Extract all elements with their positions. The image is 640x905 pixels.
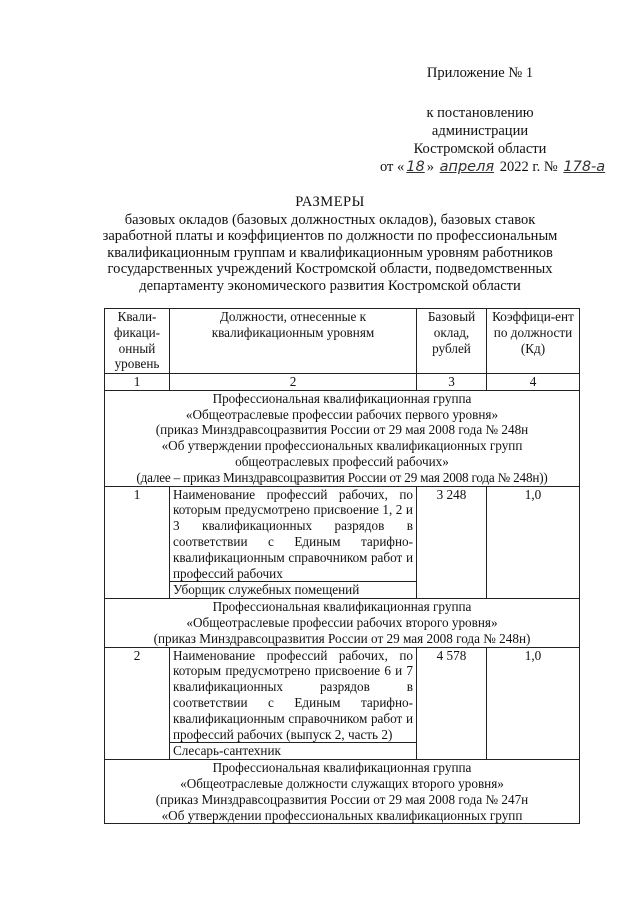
document-title (80, 194, 580, 294)
group-header-line: (приказ Минздравсоцразвития России от 29 мая 2008 года № 248н (155, 422, 529, 438)
group-header-line: Профессиональная квалификационная группа (212, 760, 472, 776)
subtitle-line: квалификационным группам и квалификационным уровням работников (107, 244, 553, 261)
coefficient-cell: 1,0 (487, 647, 580, 760)
group-header-line: (далее – приказ Минздравсоцразвития России от 29 мая 2008 года № 248н)) (136, 469, 548, 485)
region-name: Костромской области (413, 141, 547, 157)
description-cell: Наименование профессий рабочих, по которым предусмотрено присвоение 6 и 7 квалификационных разрядов в соответствии с Единым тарифно-квалификационным справочником работ и профессий рабочих (выпуск 2, часть 2) (170, 647, 417, 743)
appendix-title: Приложение № 1 (426, 65, 534, 81)
header-level: Квали-фикаци-онный уровень (105, 309, 170, 374)
position-cell: Уборщик служебных помещений (170, 582, 417, 599)
handwritten-number: 178-а (563, 159, 606, 175)
group-header-line: «Об утверждении профессиональных квалификационных групп (161, 438, 523, 454)
group-header (105, 599, 580, 647)
subtitle-line: базовых окладов (базовых должностных окладов), базовых ставок (124, 211, 536, 228)
column-number: 3 (417, 374, 487, 391)
group-header-row (105, 760, 580, 824)
header-salary: Базовый оклад, рублей (417, 309, 487, 374)
handwritten-day: 18 (406, 159, 425, 175)
resolution-reference: к постановлению администрации (426, 105, 534, 139)
subtitle-line: заработной платы и коэффициентов по должности по профессиональным (102, 228, 558, 244)
group-header-line: «Общеотраслевые должности служащих второго уровня» (180, 775, 504, 791)
level-cell: 2 (105, 647, 170, 760)
group-header-line: Профессиональная квалификационная группа (212, 599, 472, 615)
description-cell: Наименование профессий рабочих, по которым предусмотрено присвоение 1, 2 и 3 квалификационных разрядов в соответствии с Единым тарифно-квалификационным справочником работ и профессий рабочих (170, 486, 417, 582)
column-number: 4 (487, 374, 580, 391)
date-prefix: от « (380, 159, 405, 175)
group-header-line: «Общеотраслевые профессии рабочих второго уровня» (186, 614, 498, 630)
position-cell: Слесарь-сантехник (170, 743, 417, 760)
group-header-line: (приказ Минздравсоцразвития России от 29 мая 2008 года № 248н) (153, 630, 531, 646)
coefficient-cell: 1,0 (487, 486, 580, 599)
appendix-header (380, 64, 606, 176)
group-header (105, 760, 580, 824)
resolution-date-number (380, 158, 606, 176)
salary-cell: 3 248 (417, 486, 487, 599)
group-header-line: (приказ Минздравсоцразвития России от 29 мая 2008 года № 247н (155, 791, 529, 807)
group-header-row (105, 390, 580, 486)
column-number-row (105, 374, 580, 391)
subtitle-line: департаменту экономического развития Костромской области (139, 277, 521, 294)
column-number: 2 (170, 374, 417, 391)
header-coefficient: Коэффици-ент по должности (Кд) (487, 309, 580, 374)
column-number: 1 (105, 374, 170, 391)
document-heading: РАЗМЕРЫ (295, 194, 365, 210)
group-header-line: общеотраслевых профессий рабочих» (235, 453, 449, 469)
level-cell: 1 (105, 486, 170, 599)
header-positions: Должности, отнесенные к квалификационным уровням (170, 309, 417, 374)
group-header-line: «Об утверждении профессиональных квалификационных групп (161, 807, 523, 823)
date-quote-close: » (426, 159, 434, 175)
handwritten-month: апреля (439, 159, 495, 175)
table-row (105, 486, 580, 582)
group-header-line: «Общеотраслевые профессии рабочих первого уровня» (185, 406, 499, 422)
group-header (105, 390, 580, 486)
group-header-line: Профессиональная квалификационная группа (212, 390, 472, 406)
salary-table (104, 308, 580, 824)
subtitle-line: государственных учреждений Костромской области, подведомственных (107, 261, 553, 277)
table-row (105, 647, 580, 743)
table-header-row (105, 309, 580, 374)
group-header-row (105, 599, 580, 647)
year-number-prefix: 2022 г. № (499, 159, 558, 175)
salary-cell: 4 578 (417, 647, 487, 760)
